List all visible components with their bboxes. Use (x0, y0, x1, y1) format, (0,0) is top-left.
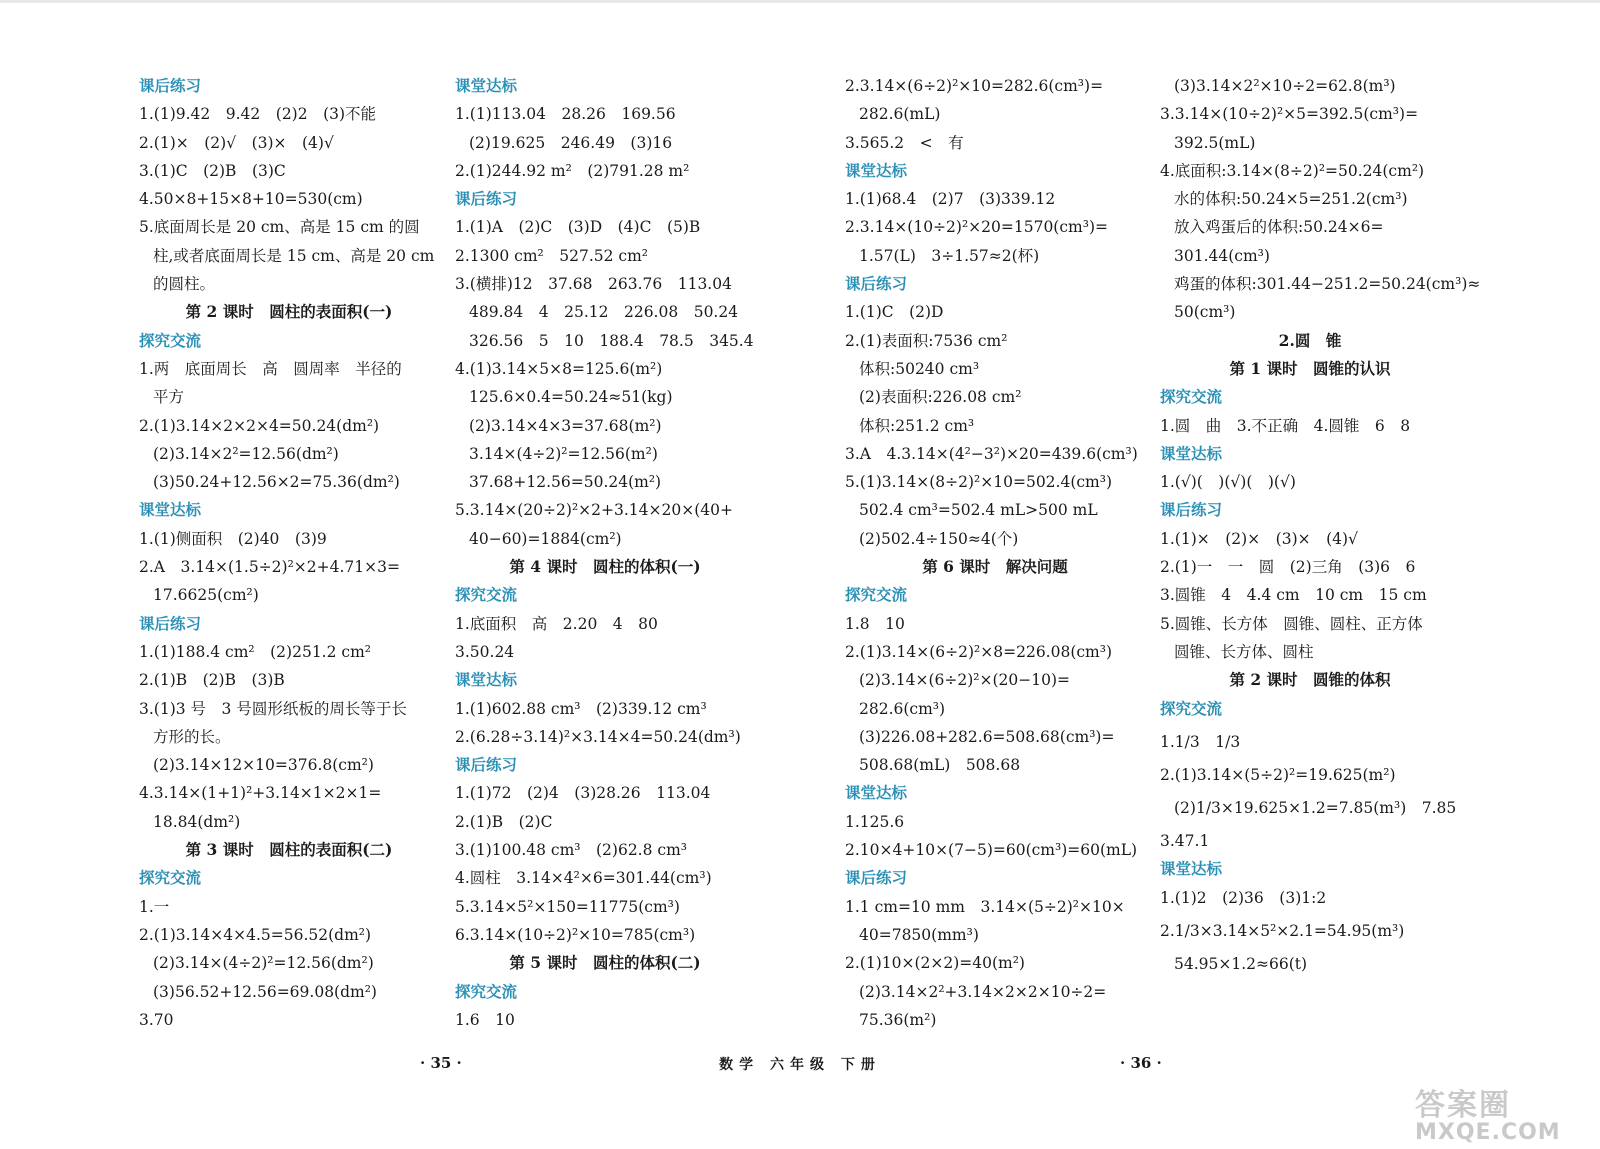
answer-line: 2.(1)3.14×(6÷2)²×8=226.08(cm³) (845, 642, 1113, 661)
answer-line: 50(cm³) (1174, 303, 1236, 322)
answer-line: 4.圆柱 3.14×4²×6=301.44(cm³) (455, 869, 712, 888)
section-heading: 课后练习 (455, 756, 518, 775)
section-heading: 课堂达标 (1160, 860, 1223, 879)
answer-line: (2)502.4÷150≈4(个) (859, 529, 1019, 548)
answer-line: (2)3.14×2²=12.56(dm²) (153, 444, 339, 463)
answer-line: 18.84(dm²) (153, 812, 241, 831)
section-heading: 探究交流 (455, 586, 518, 605)
answer-line: 3.70 (139, 1010, 174, 1029)
answer-line: 2.(1)3.14×2×2×4=50.24(dm²) (139, 416, 380, 435)
section-heading: 课堂达标 (455, 671, 518, 690)
answer-line: 1.(1)侧面积 (2)40 (3)9 (139, 529, 327, 548)
answer-line: (2)3.14×2²+3.14×2×2×10÷2= (859, 982, 1107, 1001)
answer-line: 5.3.14×(20÷2)²×2+3.14×20×(40+ (455, 501, 733, 520)
answer-line: 1.1 cm=10 mm 3.14×(5÷2)²×10× (845, 897, 1125, 916)
answer-line: 2.(1)B (2)B (3)B (139, 671, 285, 690)
answer-line: 1.57(L) 3÷1.57≈2(杯) (859, 246, 1040, 265)
answer-line: 4.50×8+15×8+10=530(cm) (139, 190, 363, 209)
answer-line: 1.(1)72 (2)4 (3)28.26 113.04 (455, 784, 711, 803)
answer-line: 水的体积:50.24×5=251.2(cm³) (1174, 190, 1408, 209)
answer-line: (2)3.14×4×3=37.68(m²) (469, 416, 662, 435)
answer-line: 3.565.2 < 有 (845, 133, 964, 152)
answer-line: 1.(√)( )(√)( )(√) (1160, 473, 1296, 492)
answer-line: 2.10×4+10×(7−5)=60(cm³)=60(mL) (845, 841, 1138, 860)
answer-line: (3)56.52+12.56=69.08(dm²) (153, 982, 377, 1001)
answer-line: 5.3.14×5²×150=11775(cm³) (455, 897, 680, 916)
section-heading: 探究交流 (1160, 388, 1223, 407)
answer-line: (2)19.625 246.49 (3)16 (469, 133, 673, 152)
unit-title: 2.圆 锥 (1278, 330, 1342, 350)
answer-line: 鸡蛋的体积:301.44−251.2=50.24(cm³)≈ (1174, 275, 1481, 294)
answer-line: 1.(1)× (2)× (3)× (4)√ (1160, 529, 1358, 548)
answer-line: (3)226.08+282.6=508.68(cm³)= (859, 727, 1115, 746)
section-heading: 探究交流 (139, 869, 202, 888)
answer-line: 5.(1)3.14×(8÷2)²×10=502.4(cm³) (845, 473, 1113, 492)
answer-line: 1.(1)A (2)C (3)D (4)C (5)B (455, 218, 701, 237)
answer-line: 2.1300 cm² 527.52 cm² (455, 246, 649, 265)
answer-line: 1.125.6 (845, 812, 905, 831)
lesson-title: 第 5 课时 圆柱的体积(二) (509, 953, 701, 973)
answer-line: 1.(1)9.42 9.42 (2)2 (3)不能 (139, 105, 377, 124)
answer-line: 2.3.14×(6÷2)²×10=282.6(cm³)= (845, 77, 1104, 95)
answer-line: 2.3.14×(10÷2)²×20=1570(cm³)= (845, 218, 1108, 237)
answer-line: 75.36(m²) (859, 1010, 937, 1029)
section-heading: 课后练习 (139, 77, 202, 95)
answer-line: 2.(1)表面积:7536 cm² (845, 331, 1008, 350)
answer-line: 3.(1)3 号 3 号圆形纸板的周长等于长 (139, 699, 407, 718)
answer-line: 3.圆锥 4 4.4 cm 10 cm 15 cm (1160, 586, 1427, 605)
column-4 (1160, 72, 1481, 978)
answer-line: 体积:251.2 cm³ (859, 416, 975, 435)
answer-line: 1.(1)602.88 cm³ (2)339.12 cm³ (455, 699, 707, 718)
answer-line: 放入鸡蛋后的体积:50.24×6= (1174, 218, 1384, 237)
section-heading: 课后练习 (1160, 501, 1223, 520)
answer-line: 326.56 5 10 188.4 78.5 345.4 (469, 331, 754, 350)
answer-line: 40=7850(mm³) (859, 925, 979, 944)
section-heading: 课后练习 (139, 614, 202, 633)
answer-line: 489.84 4 25.12 226.08 50.24 (469, 303, 739, 322)
column-1 (139, 72, 439, 1034)
scan-top-edge (0, 0, 1600, 3)
answer-line: 1.(1)2 (2)36 (3)1:2 (1160, 888, 1327, 907)
lesson-title: 第 2 课时 圆锥的体积 (1229, 670, 1391, 690)
answer-line: 1.(1)113.04 28.26 169.56 (455, 105, 676, 124)
answer-line: 3.3.14×(10÷2)²×5=392.5(cm³)= (1160, 105, 1419, 124)
answer-line: 5.圆锥、长方体 圆锥、圆柱、正方体 (1160, 614, 1423, 633)
answer-line: 2.(1)× (2)√ (3)× (4)√ (139, 133, 334, 152)
lesson-title: 第 6 课时 解决问题 (922, 557, 1068, 577)
answer-line: 1.(1)68.4 (2)7 (3)339.12 (845, 190, 1056, 209)
answer-line: 282.6(cm³) (859, 699, 946, 718)
column-2 (455, 72, 755, 1034)
answer-line: 1.1/3 1/3 (1160, 732, 1241, 751)
answer-line: 1.6 10 (455, 1010, 515, 1029)
answer-line: 3.50.24 (455, 642, 515, 661)
answer-line: 125.6×0.4=50.24≈51(kg) (469, 388, 673, 407)
answer-line: 1.圆 曲 3.不正确 4.圆锥 6 8 (1160, 416, 1411, 435)
book-footer-title: 数学 六年级 下册 (719, 1057, 881, 1073)
answer-line: (2)表面积:226.08 cm² (859, 388, 1022, 407)
answer-line: 体积:50240 cm³ (859, 359, 980, 378)
answer-line: 4.3.14×(1+1)²+3.14×1×2×1= (139, 784, 382, 803)
answer-line: (2)1/3×19.625×1.2=7.85(m³) 7.85 (1174, 799, 1457, 818)
answer-line: 1.两 底面周长 高 圆周率 半径的 (139, 359, 402, 378)
section-heading: 探究交流 (1160, 699, 1223, 718)
answer-line: 4.(1)3.14×5×8=125.6(m²) (455, 359, 663, 378)
watermark-url: MXQE.COM (1415, 1120, 1561, 1145)
answer-line: 2.(1)3.14×(5÷2)²=19.625(m²) (1160, 765, 1396, 784)
answer-line: 圆锥、长方体、圆柱 (1174, 642, 1314, 661)
lesson-title: 第 3 课时 圆柱的表面积(二) (185, 840, 393, 860)
answer-line: 5.底面周长是 20 cm、高是 15 cm 的圆 (139, 218, 420, 237)
answer-line: 1.一 (139, 897, 170, 916)
answer-line: 2.A 3.14×(1.5÷2)²×2+4.71×3= (139, 558, 400, 577)
section-heading: 课堂达标 (845, 161, 908, 180)
answer-line: 282.6(mL) (859, 105, 941, 124)
watermark-logo-text: 答案圈 (1415, 1088, 1511, 1123)
answer-line: 3.A 4.3.14×(4²−3²)×20=439.6(cm³) (845, 444, 1138, 463)
answer-line: 37.68+12.56=50.24(m²) (469, 473, 662, 492)
answer-line: 40−60)=1884(cm²) (469, 529, 622, 548)
answer-line: 3.14×(4÷2)²=12.56(m²) (469, 444, 658, 463)
page-number-right: · 36 · (1120, 1054, 1162, 1072)
section-heading: 探究交流 (845, 586, 908, 605)
answer-line: (2)3.14×(6÷2)²×(20−10)= (859, 671, 1070, 690)
lesson-title: 第 4 课时 圆柱的体积(一) (509, 557, 701, 577)
lesson-title: 第 1 课时 圆锥的认识 (1229, 358, 1391, 378)
answer-line: 2.(6.28÷3.14)²×3.14×4=50.24(dm³) (455, 727, 741, 746)
answer-line: 502.4 cm³=502.4 mL>500 mL (859, 501, 1098, 520)
answer-line: 54.95×1.2≈66(t) (1174, 955, 1308, 974)
answer-line: 的圆柱。 (153, 275, 216, 294)
answer-line: 4.底面积:3.14×(8÷2)²=50.24(cm²) (1160, 161, 1425, 180)
answer-line: 17.6625(cm²) (153, 586, 259, 605)
answer-line: 3.(1)C (2)B (3)C (139, 161, 286, 180)
answer-line: (3)3.14×2²×10÷2=62.8(m³) (1174, 77, 1396, 95)
answer-line: 1.(1)188.4 cm² (2)251.2 cm² (139, 642, 371, 661)
answer-line: 301.44(cm³) (1174, 246, 1270, 265)
section-heading: 课后练习 (845, 275, 908, 294)
answer-line: 2.(1)3.14×4×4.5=56.52(dm²) (139, 925, 372, 944)
answer-line: (2)3.14×12×10=376.8(cm²) (153, 756, 374, 775)
answer-line: 1.底面积 高 2.20 4 80 (455, 614, 658, 633)
answer-line: 3.(横排)12 37.68 263.76 113.04 (455, 275, 732, 294)
answer-line: 2.(1)10×(2×2)=40(m²) (845, 954, 1025, 973)
answer-line: 2.(1)244.92 m² (2)791.28 m² (455, 161, 690, 180)
column-3 (845, 72, 1145, 1034)
section-heading: 课后练习 (845, 869, 908, 888)
answer-line: 3.(1)100.48 cm³ (2)62.8 cm³ (455, 841, 687, 860)
lesson-title: 第 2 课时 圆柱的表面积(一) (185, 302, 393, 322)
section-heading: 课堂达标 (1160, 444, 1223, 463)
answer-line: 方形的长。 (153, 727, 231, 746)
section-heading: 课堂达标 (845, 784, 908, 803)
answer-line: (2)3.14×(4÷2)²=12.56(dm²) (153, 954, 374, 973)
section-heading: 探究交流 (455, 982, 518, 1001)
answer-line: 508.68(mL) 508.68 (859, 756, 1021, 775)
answer-line: (3)50.24+12.56×2=75.36(dm²) (153, 473, 400, 492)
answer-line: 2.1/3×3.14×5²×2.1=54.95(m³) (1160, 922, 1405, 941)
answer-line: 3.47.1 (1160, 832, 1210, 851)
section-heading: 课堂达标 (139, 501, 202, 520)
answer-line: 1.8 10 (845, 614, 905, 633)
page-number-left: · 35 · (420, 1054, 462, 1072)
answer-line: 柱,或者底面周长是 15 cm、高是 20 cm (153, 246, 435, 265)
answer-line: 2.(1)B (2)C (455, 812, 553, 831)
answer-line: 平方 (153, 388, 185, 407)
site-watermark (1415, 1080, 1590, 1145)
section-heading: 课后练习 (455, 190, 518, 209)
answer-line: 6.3.14×(10÷2)²×10=785(cm³) (455, 925, 696, 944)
section-heading: 探究交流 (139, 331, 202, 350)
answer-line: 2.(1)一 一 圆 (2)三角 (3)6 6 (1160, 558, 1416, 577)
answer-line: 392.5(mL) (1174, 133, 1256, 152)
answer-line: 1.(1)C (2)D (845, 303, 944, 322)
section-heading: 课堂达标 (455, 77, 518, 95)
